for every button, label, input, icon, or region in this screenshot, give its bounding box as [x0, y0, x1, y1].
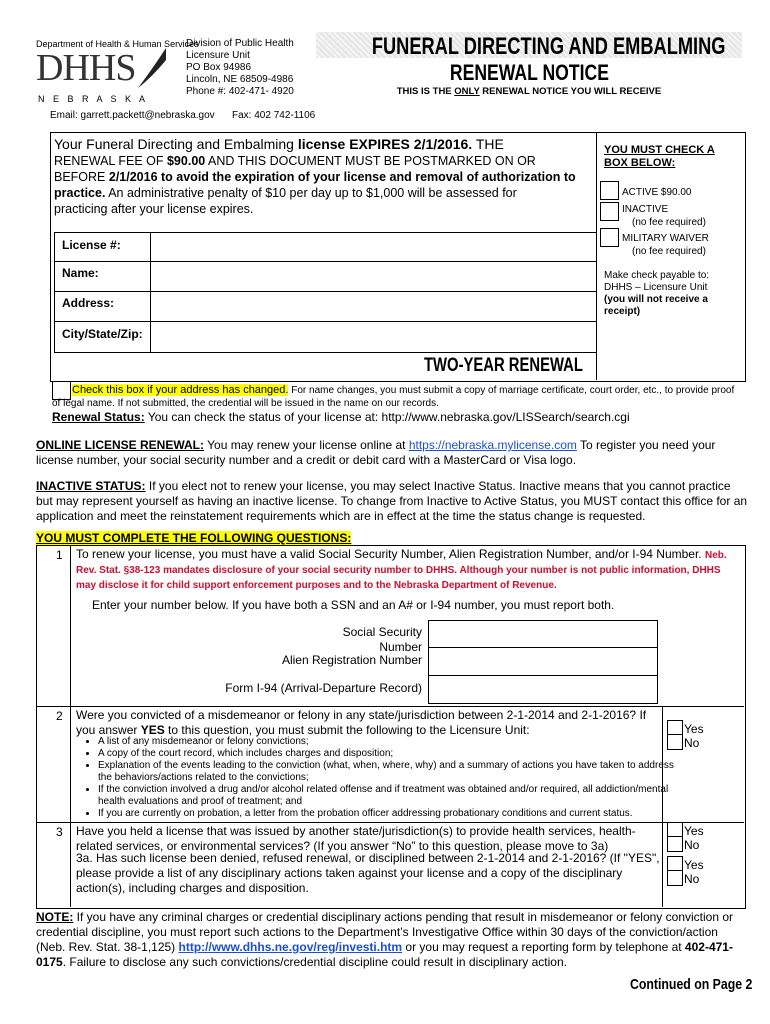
dhhs-logo — [36, 38, 199, 108]
name-label: Name: — [62, 266, 99, 280]
q3-text: Have you held a license that was issued by another state/jurisdiction(s) to provide health services, health-related services, or environmental services? (If you answer “No” to this question, please move to 3a) — [76, 824, 636, 853]
license-field[interactable] — [152, 234, 594, 260]
investigations-link[interactable]: http://www.dhhs.ne.gov/reg/investi.htm — [178, 940, 403, 954]
address-change-text: Check this box if your address has changed. For name changes, you must submit a copy of marriage certificate, court order, etc., to provide proof of legal name. If not submitted, the credential will be issued in the name on our records. — [52, 384, 735, 409]
mylicense-link[interactable]: https://nebraska.mylicense.com — [408, 438, 577, 452]
dept-name: Department of Health & Human Services — [36, 39, 199, 49]
renewal-notice-title: RENEWAL NOTICE — [449, 60, 609, 85]
dhhs-wordmark: DHHS — [36, 47, 136, 89]
fax: Fax: 402 742-1106 — [232, 110, 316, 121]
list-item: • If you are currently on probation, a letter from the probation officer addressing probationary conditions and current status. — [98, 808, 682, 820]
name-field[interactable] — [152, 263, 594, 290]
i94-field[interactable] — [428, 675, 658, 704]
q3a-no-label: No — [684, 872, 700, 886]
intro-text: Your Funeral Directing and Embalming license EXPIRES 2/1/2016. THE RENEWAL FEE OF $90.00 AND THIS DOCUMENT MUST BE POSTMARKED ON OR BEFORE 2/1/2016 to avoid the expiration of your license and removal of authorization to practice. An administrative penalty of $10 per day up to $1,000 will be assessed for practicing after your license expires. — [54, 136, 576, 216]
city-label: City/State/Zip: — [62, 327, 143, 341]
q2-number: 2 — [56, 709, 63, 723]
alien-field[interactable] — [428, 647, 658, 676]
division: Division of Public Health — [186, 38, 294, 49]
online-renewal: ONLINE LICENSE RENEWAL: You may renew your license online at https://nebraska.mylicense.com To register you need your license number, your social security number and a credit or debit card with a MasterCard or Visa logo. — [36, 438, 716, 467]
note-text: NOTE: If you have any criminal charges or credential disciplinary actions pending that result in misdemeanor or felony conviction or credential discipline, you must report such actions to the Department’s Investigative Office within 30 days of the conviction/action (Neb. Rev. Stat. 38-1,125) http://www.dhhs.ne.gov/reg/investi.htm or you may request a reporting form by telephone at 402-471-0175. Failure to disclose any such convictions/credential discipline could result in disciplinary action. — [36, 910, 734, 969]
q3a-no-checkbox[interactable] — [667, 870, 683, 886]
inactive-checkbox[interactable] — [600, 202, 619, 221]
active-label: ACTIVE $90.00 — [622, 187, 692, 198]
q3a-yes-label: Yes — [684, 858, 704, 872]
military-label: MILITARY WAIVER — [622, 233, 709, 244]
q1-text: To renew your license, you must have a valid Social Security Number, Alien Registration Number, and/or I-94 Number. Neb. Rev. Stat. §38-123 mandates disclosure of your social security number to DHHS. Although your number is not public information, DHHS may disclose it for child support enforcement purposes and to the Nebraska Department of Revenue. — [76, 547, 727, 591]
inactive-label: INACTIVE — [622, 204, 669, 215]
payment-info: Make check payable to: DHHS – Licensure Unit (you will not receive a receipt) — [604, 270, 710, 317]
active-checkbox[interactable] — [600, 181, 619, 200]
renewal-status: Renewal Status: You can check the status of your license at: http://www.nebraska.gov/LISSearch/search.cgi — [52, 410, 630, 424]
unit: Licensure Unit — [186, 50, 250, 61]
nebraska-text: N E B R A S K A — [38, 94, 149, 104]
military-checkbox[interactable] — [600, 228, 619, 247]
list-item: • A copy of the court record, which includes charges and disposition; — [98, 748, 682, 760]
right-panel-divider — [596, 132, 597, 380]
continued-label: Continued on Page 2 — [630, 976, 753, 993]
q2-yes-label: Yes — [684, 722, 704, 736]
q1-number: 1 — [56, 548, 63, 562]
phone: Phone #: 402-471- 4920 — [186, 86, 294, 97]
q3-no-checkbox[interactable] — [667, 836, 683, 852]
q2-no-checkbox[interactable] — [667, 734, 683, 750]
license-label: License #: — [62, 238, 121, 252]
city: Lincoln, NE 68509-4986 — [186, 74, 294, 85]
q2-no-label: No — [684, 736, 700, 750]
ssn-field[interactable] — [428, 620, 658, 648]
i94-label: Form I-94 (Arrival-Departure Record) — [225, 681, 422, 695]
inactive-note: (no fee required) — [632, 217, 706, 228]
list-item: • A list of any misdemeanor or felony convictions; — [98, 736, 682, 748]
alien-label: Alien Registration Number — [281, 653, 422, 667]
q3a-text: 3a. Has such license been denied, refused renewal, or disciplined between 2-1-2014 and 2-1-2016? (If "YES", please provide a list of any disciplinary actions taken against your license and a copy of the disciplinary action(s), including charges and disposition. — [76, 851, 660, 895]
must-check-label: YOU MUST CHECK A BOX BELOW: — [604, 144, 715, 169]
list-item: • Explanation of the events leading to the conviction (what, when, where, why) and a summary of actions you have taken to address the behaviors/actions related to the convictions; — [98, 760, 682, 784]
email: Email: garrett.packett@nebraska.gov — [50, 110, 215, 121]
q2-text: Were you convicted of a misdemeanor or felony in any state/jurisdiction between 2-1-2014 and 2-1-2016? If you answer YES to this question, you must submit the following to the Licensure Unit: — [76, 708, 647, 737]
city-field[interactable] — [152, 323, 594, 351]
form-title: FUNERAL DIRECTING AND EMBALMING — [371, 33, 726, 60]
military-note: (no fee required) — [632, 246, 706, 257]
swoosh-icon — [136, 46, 168, 92]
address-field[interactable] — [152, 293, 594, 320]
address-label: Address: — [62, 296, 115, 310]
q3-yes-label: Yes — [684, 824, 704, 838]
q3-no-label: No — [684, 838, 700, 852]
address-block — [186, 38, 294, 98]
q1-enter: Enter your number below. If you have both a SSN and an A# or I-94 number, you must report both. — [92, 598, 615, 612]
inactive-status: INACTIVE STATUS: If you elect not to renew your license, you may select Inactive Status. Inactive means that you cannot practice but may represent yourself as having an inactive license. To change from Inactive to Active Status, you MUST contact this office for an application and meet the reinstatement requirements which are in effect at the time the status change is requested. — [36, 479, 748, 523]
list-item: • If the conviction involved a drug and/or alcohol related offense and if treatment was obtained and/or required, all addiction/mental health evaluations and proof of treatment; and — [98, 784, 682, 808]
po-box: PO Box 94986 — [186, 62, 252, 73]
q3-number: 3 — [56, 825, 63, 839]
q2-bullets — [76, 736, 682, 820]
questions-header: YOU MUST COMPLETE THE FOLLOWING QUESTIONS: — [36, 531, 352, 545]
only-notice: THIS IS THE ONLY RENEWAL NOTICE YOU WILL RECEIVE — [396, 86, 662, 97]
two-year-renewal: TWO-YEAR RENEWAL — [424, 355, 583, 376]
ssn-label: Social Security Number — [342, 625, 422, 654]
